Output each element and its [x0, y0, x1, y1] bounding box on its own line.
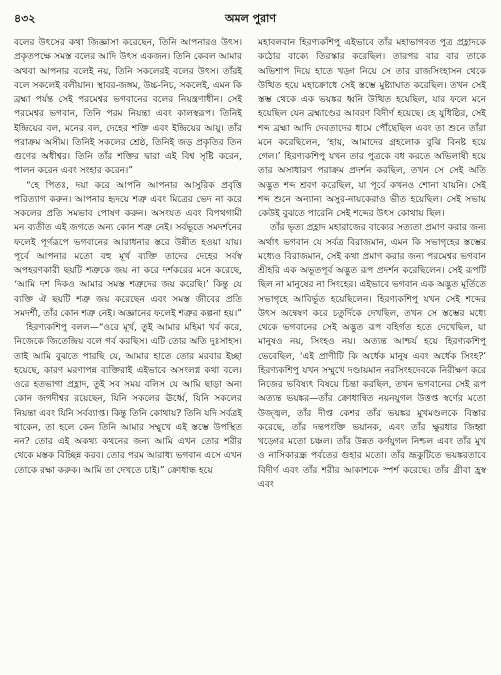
- paragraph: হিরণ্যকশিপু বলল—“ওরে মূর্খ, তুই আমার মহিমা খর্ব করে, নিজেকে জিতেন্দ্রিয় বলে গর্ব করছিস। এটি তোর অতি দুঃসাহস। তাই আমি বুঝতে পারছি যে, আমার হাতে তোর মরবার ইচ্ছা হয়েছে, কারণ মরণাপন্ন ব্যক্তিরাই এইভাবে অসংলগ্ন কথা বলে। ওরে হতভাগা প্রহ্লাদ, তুই সব সময় বলিস যে আমি ছাড়া অন্য কোন জগদীশ্বর রয়েছেন, যিনি সকলের ঊর্ধ্বে, যিনি সকলের নিয়ন্তা এবং যিনি সর্বব্যাপ্ত। কিন্তু তিনি কোথায়? তিনি যদি সর্বত্রই থাকেন, তা হলে কেন তিনি আমার সম্মুখে এই স্তম্ভে উপস্থিত নন? তোর এই অকথ্য কথনের জন্য আমি এখন তোর শরীর থেকে মস্তক বিচ্ছিন্ন করব। তোর পরম আরাধ্য ভগবান এসে এখন তোকে রক্ষা করুক। আমি তা দেখতে চাই।” ক্রোধান্ধ হয়ে: [14, 322, 242, 476]
- paragraph: বলের উৎসের কথা জিজ্ঞাসা করেছেন, তিনি আপনারও উৎস। প্রকৃতপক্ষে সমস্ত বলের আদি উৎস একজন। তিনি কেবল আমার অথবা আপনার বলেই নয়, তিনি সকলেরই বলের উৎস। তাঁরই বলে সকলেই বলীয়ান। স্থাবর-জঙ্গম, উচ্চ-নিচ, সকলেই, এমন কি ব্রহ্মা পর্যন্ত সেই পরমেশ্বর ভগবানের বলের নিয়ন্ত্রণাধীন। সেই পরমেশ্বর ভগবান, তিনি পরম নিয়ন্তা এবং কালস্বরূপ। তিনিই ইন্দ্রিয়ের বল, মনের বল, দেহের শক্তি এবং ইন্দ্রিয়ের আয়ু। তাঁর পরাক্রম অসীম। তিনিই সকলের শ্রেষ্ঠ, তিনিই জড় প্রকৃতির তিন গুণের অধীশ্বর। তিনি তাঁর শক্তির দ্বারা এই বিশ্ব সৃষ্টি করেন, পালন করেন এবং সংহার করেন।”: [14, 37, 242, 177]
- left-column: [14, 36, 242, 478]
- paragraph: তাঁর ভৃত্য প্রহ্লাদ মহারাজের বাক্যের সত্যতা প্রমাণ করার জন্য অর্থাৎ ভগবান যে সর্বত্র বিরাজমান, এমন কি সভাগৃহের স্তম্ভের মধ্যেও বিরাজমান, সেই কথা প্রমাণ করার জন্য পরমেশ্বর ভগবান শ্রীহরি এক অভূতপূর্ব অদ্ভুত রূপ প্রদর্শন করেছিলেন। সেই রূপটি ছিল না মানুষের না সিংহের। এইভাবে ভগবান এক অদ্ভুত মূর্তিতে সভাগৃহে আবির্ভূত হয়েছিলেন। হিরণ্যকশিপু যখন সেই শব্দের উৎস অন্বেষণ করে চতুর্দিকে দেখছিল, তখন সে স্তম্ভের মধ্যে থেকে ভগবানের সেই অদ্ভুত রূপ বহির্গত হতে দেখেছিল, যা মানুষও নয়, সিংহও নয়। অত্যন্ত আশ্চর্য হয়ে হিরণ্যকশিপু ভেবেছিল, ‘এই প্রাণীটি কি অর্ধেক মানুষ এবং অর্ধেক সিংহ?’ হিরণ্যকশিপু যখন সম্মুখে দণ্ডায়মান নরসিংহদেবকে নিরীক্ষণ করে নিজের ভবিষ্যৎ বিষয়ে চিন্তা করছিল, তখন ভগবানের সেই রূপ অত্যন্ত ভয়ঙ্কর—তাঁর ক্রোধান্বিত নয়নযুগল উত্তপ্ত স্বর্ণের মতো উজ্জ্বল, তাঁর দীপ্ত কেশর তাঁর ভয়ঙ্কর মুখমণ্ডলকে বিস্তার করেছে, তাঁর দন্তপংক্তি ভয়ানক, এবং তাঁর ক্ষুরধার জিহ্বা খড়্গের মতো চঞ্চল। তাঁর উন্নত কর্ণযুগল নিশ্চল এবং তাঁর মুখ ও নাসিকারন্ধ্র পর্বতের গুহার মতো। তাঁর ভ্রূকুটিতে ভয়ঙ্করতাবে বিদীর্ণ এবং তাঁর শরীর আকাশকে স্পর্শ করেছে। তাঁর গ্রীবা হ্রস্ব এবং: [258, 222, 486, 490]
- running-title: অমল পুরাণ: [224, 12, 277, 25]
- paragraph: “হে পিতঃ, দয়া করে আপনি আপনার আসুরিক প্রবৃত্তি পরিত্যাগ করুন। আপনার হৃদয়ে শত্রু এবং মিত্রের ভেদ না করে সকলের প্রতি সমভাব পোষণ করুন। অসংযত এবং বিপথগামী মন ব্যতীত এই জগতে অন্য কোন শত্রু নেই। সর্বভূতে সমদর্শনের ফলেই পূর্ণরূপে ভগবানের আরাধনার স্তরে উন্নীত হওয়া যায়। পূর্বে আপনার মতো বহু মূর্খ ব্যক্তি তাদের দেহের সর্বস্ব অপহরণকারী ছয়টি শত্রুকে জয় না করে দর্শকরের মনে করেছে, ‘আমি দশ দিকও আমার সমস্ত শত্রুদের জয় করেছি।’ কিন্তু যে ব্যক্তি ঐ ছয়টি শত্রু জয় করেছেন এবং সমস্ত জীবের প্রতি সমদর্শী, তাঁর কোন শত্রু নেই। অজ্ঞানের ফলেই শত্রুর কল্পনা হয়।”: [14, 179, 242, 319]
- page-header: [14, 10, 487, 26]
- page-number: ৪৩২: [14, 12, 36, 25]
- paragraph: মহাবলবান হিরণ্যকশিপু এইভাবে তাঁর মহাভাগবত পুত্র প্রহ্লাদকে কঠোর বাক্যে তিরস্কার করেছিল। তারপর বার বার তাকে অভিশাপ দিয়ে হাতে খড়্গ নিয়ে সে তার রাজসিংহাসন থেকে উত্থিত হয়ে মহাক্রোধে সেই স্তম্ভে মুষ্ট্যাঘাত করেছিল। তখন সেই স্তম্ভ থেকে এক ভয়ঙ্কর ধ্বনি উত্থিত হয়েছিল, যার ফলে মনে হয়েছিল যেন ব্রহ্মাণ্ডের আবরণ বিদীর্ণ হয়েছে। হে যুধিষ্ঠির, সেই শব্দ ব্রহ্মা আদি দেবতাদের ধামে পৌঁছেছিল এবং তা শুনে তাঁরা মনে করেছিলেন, ‘হায়, আমাদের গ্রহলোক বুঝি বিনষ্ট হয়ে গেল।’ হিরণ্যকশিপু যখন তার পুত্রকে বধ করতে অভিলাষী হয়ে তার অসাধারণ পরাক্রম প্রদর্শন করছিল, তখন সে সেই অতি অদ্ভুত শব্দ শ্রবণ করেছিল, যা পূর্বে কখনও শোনা যায়নি। সেই শব্দ শুনে অন্যান্য অসুর-নায়কেরাও ভীত হয়েছিল। সেই সভায় কেউই বুঝতে পারেনি সেই শব্দের উৎস কোথায় ছিল।: [258, 37, 486, 219]
- right-column: [258, 36, 486, 492]
